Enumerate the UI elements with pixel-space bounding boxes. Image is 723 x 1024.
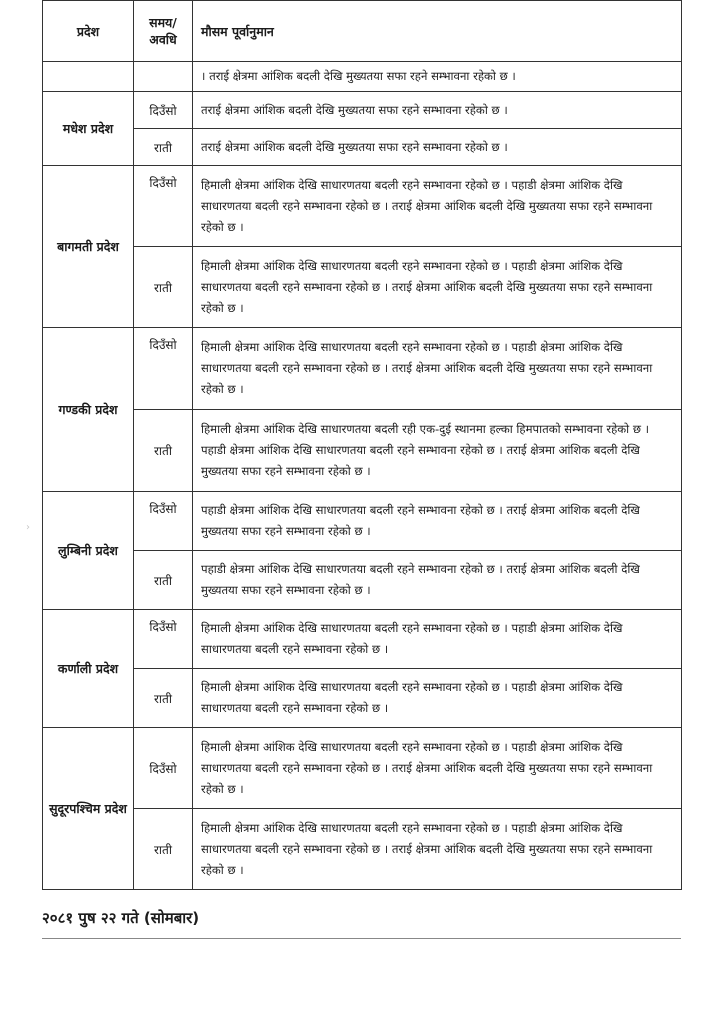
continuation-province-cell xyxy=(43,62,134,92)
forecast-day: पहाडी क्षेत्रमा आंशिक देखि साधारणतया बदली रहने सम्भावना रहेको छ । तराई क्षेत्रमा आंशिक बदली देखि मुख्यतया सफा रहने सम्भावना रहेको छ । xyxy=(193,492,682,551)
forecast-day: हिमाली क्षेत्रमा आंशिक देखि साधारणतया बदली रहने सम्भावना रहेको छ । पहाडी क्षेत्रमा आंशिक देखि साधारणतया बदली रहने सम्भावना रहेको छ । तराई क्षेत्रमा आंशिक बदली देखि मुख्यतया सफा रहने सम्भावना रहेको छ । xyxy=(193,328,682,410)
period-day: दिउँसो xyxy=(134,92,193,129)
table-row xyxy=(43,669,682,728)
table-row xyxy=(43,809,682,890)
next-date-heading: २०८१ पुष २२ गते (सोमबार) xyxy=(42,908,681,939)
table-row xyxy=(43,728,682,809)
table-row xyxy=(43,92,682,129)
table-row xyxy=(43,166,682,247)
table-row xyxy=(43,247,682,328)
continuation-row xyxy=(43,62,682,92)
period-day: दिउँसो xyxy=(134,328,193,410)
period-day: दिउँसो xyxy=(134,728,193,809)
table-row xyxy=(43,492,682,551)
province-name: सुदूरपश्चिम प्रदेश xyxy=(43,728,134,890)
forecast-day: हिमाली क्षेत्रमा आंशिक देखि साधारणतया बदली रहने सम्भावना रहेको छ । पहाडी क्षेत्रमा आंशिक देखि साधारणतया बदली रहने सम्भावना रहेको छ । xyxy=(193,610,682,669)
province-name: बागमती प्रदेश xyxy=(43,166,134,328)
table-row xyxy=(43,410,682,492)
period-night: राती xyxy=(134,809,193,890)
forecast-night: हिमाली क्षेत्रमा आंशिक देखि साधारणतया बदली रही एक-दुई स्थानमा हल्का हिमपातको सम्भावना रहेको छ । पहाडी क्षेत्रमा आंशिक देखि साधारणतया बदली रहने सम्भावना रहेको छ । तराई क्षेत्रमा आंशिक बदली देखि मुख्यतया सफा रहने सम्भावना रहेको छ । xyxy=(193,410,682,492)
table-row xyxy=(43,328,682,410)
period-day: दिउँसो xyxy=(134,610,193,669)
period-header-line2: अवधि xyxy=(149,32,177,47)
forecast-night: पहाडी क्षेत्रमा आंशिक देखि साधारणतया बदली रहने सम्भावना रहेको छ । तराई क्षेत्रमा आंशिक बदली देखि मुख्यतया सफा रहने सम्भावना रहेको छ । xyxy=(193,551,682,610)
forecast-night: हिमाली क्षेत्रमा आंशिक देखि साधारणतया बदली रहने सम्भावना रहेको छ । पहाडी क्षेत्रमा आंशिक देखि साधारणतया बदली रहने सम्भावना रहेको छ । तराई क्षेत्रमा आंशिक बदली देखि मुख्यतया सफा रहने सम्भावना रहेको छ । xyxy=(193,809,682,890)
forecast-night: तराई क्षेत्रमा आंशिक बदली देखि मुख्यतया सफा रहने सम्भावना रहेको छ । xyxy=(193,129,682,166)
continuation-period-cell xyxy=(134,62,193,92)
period-night: राती xyxy=(134,551,193,610)
forecast-day: तराई क्षेत्रमा आंशिक बदली देखि मुख्यतया सफा रहने सम्भावना रहेको छ । xyxy=(193,92,682,129)
header-row xyxy=(43,1,682,62)
period-night: राती xyxy=(134,129,193,166)
forecast-day: हिमाली क्षेत्रमा आंशिक देखि साधारणतया बदली रहने सम्भावना रहेको छ । पहाडी क्षेत्रमा आंशिक देखि साधारणतया बदली रहने सम्भावना रहेको छ । तराई क्षेत्रमा आंशिक बदली देखि मुख्यतया सफा रहने सम्भावना रहेको छ । xyxy=(193,728,682,809)
forecast-night: हिमाली क्षेत्रमा आंशिक देखि साधारणतया बदली रहने सम्भावना रहेको छ । पहाडी क्षेत्रमा आंशिक देखि साधारणतया बदली रहने सम्भावना रहेको छ । xyxy=(193,669,682,728)
page-edge-mark: › xyxy=(26,522,30,533)
table-row xyxy=(43,610,682,669)
forecast-night: हिमाली क्षेत्रमा आंशिक देखि साधारणतया बदली रहने सम्भावना रहेको छ । पहाडी क्षेत्रमा आंशिक देखि साधारणतया बदली रहने सम्भावना रहेको छ । तराई क्षेत्रमा आंशिक बदली देखि मुख्यतया सफा रहने सम्भावना रहेको छ । xyxy=(193,247,682,328)
province-name: लुम्बिनी प्रदेश xyxy=(43,492,134,610)
period-header-line1: समय/ xyxy=(149,15,177,30)
province-name: मधेश प्रदेश xyxy=(43,92,134,166)
forecast-column-header: मौसम पूर्वानुमान xyxy=(193,1,682,62)
period-night: राती xyxy=(134,410,193,492)
period-day: दिउँसो xyxy=(134,166,193,247)
period-night: राती xyxy=(134,669,193,728)
province-name: कर्णाली प्रदेश xyxy=(43,610,134,728)
forecast-table xyxy=(42,0,682,890)
province-column-header: प्रदेश xyxy=(43,1,134,62)
table-row xyxy=(43,551,682,610)
forecast-day: हिमाली क्षेत्रमा आंशिक देखि साधारणतया बदली रहने सम्भावना रहेको छ । पहाडी क्षेत्रमा आंशिक देखि साधारणतया बदली रहने सम्भावना रहेको छ । तराई क्षेत्रमा आंशिक बदली देखि मुख्यतया सफा रहने सम्भावना रहेको छ । xyxy=(193,166,682,247)
table-row xyxy=(43,129,682,166)
period-night: राती xyxy=(134,247,193,328)
continuation-forecast: । तराई क्षेत्रमा आंशिक बदली देखि मुख्यतया सफा रहने सम्भावना रहेको छ । xyxy=(193,62,682,92)
province-name: गण्डकी प्रदेश xyxy=(43,328,134,492)
period-day: दिउँसो xyxy=(134,492,193,551)
period-column-header xyxy=(134,1,193,62)
